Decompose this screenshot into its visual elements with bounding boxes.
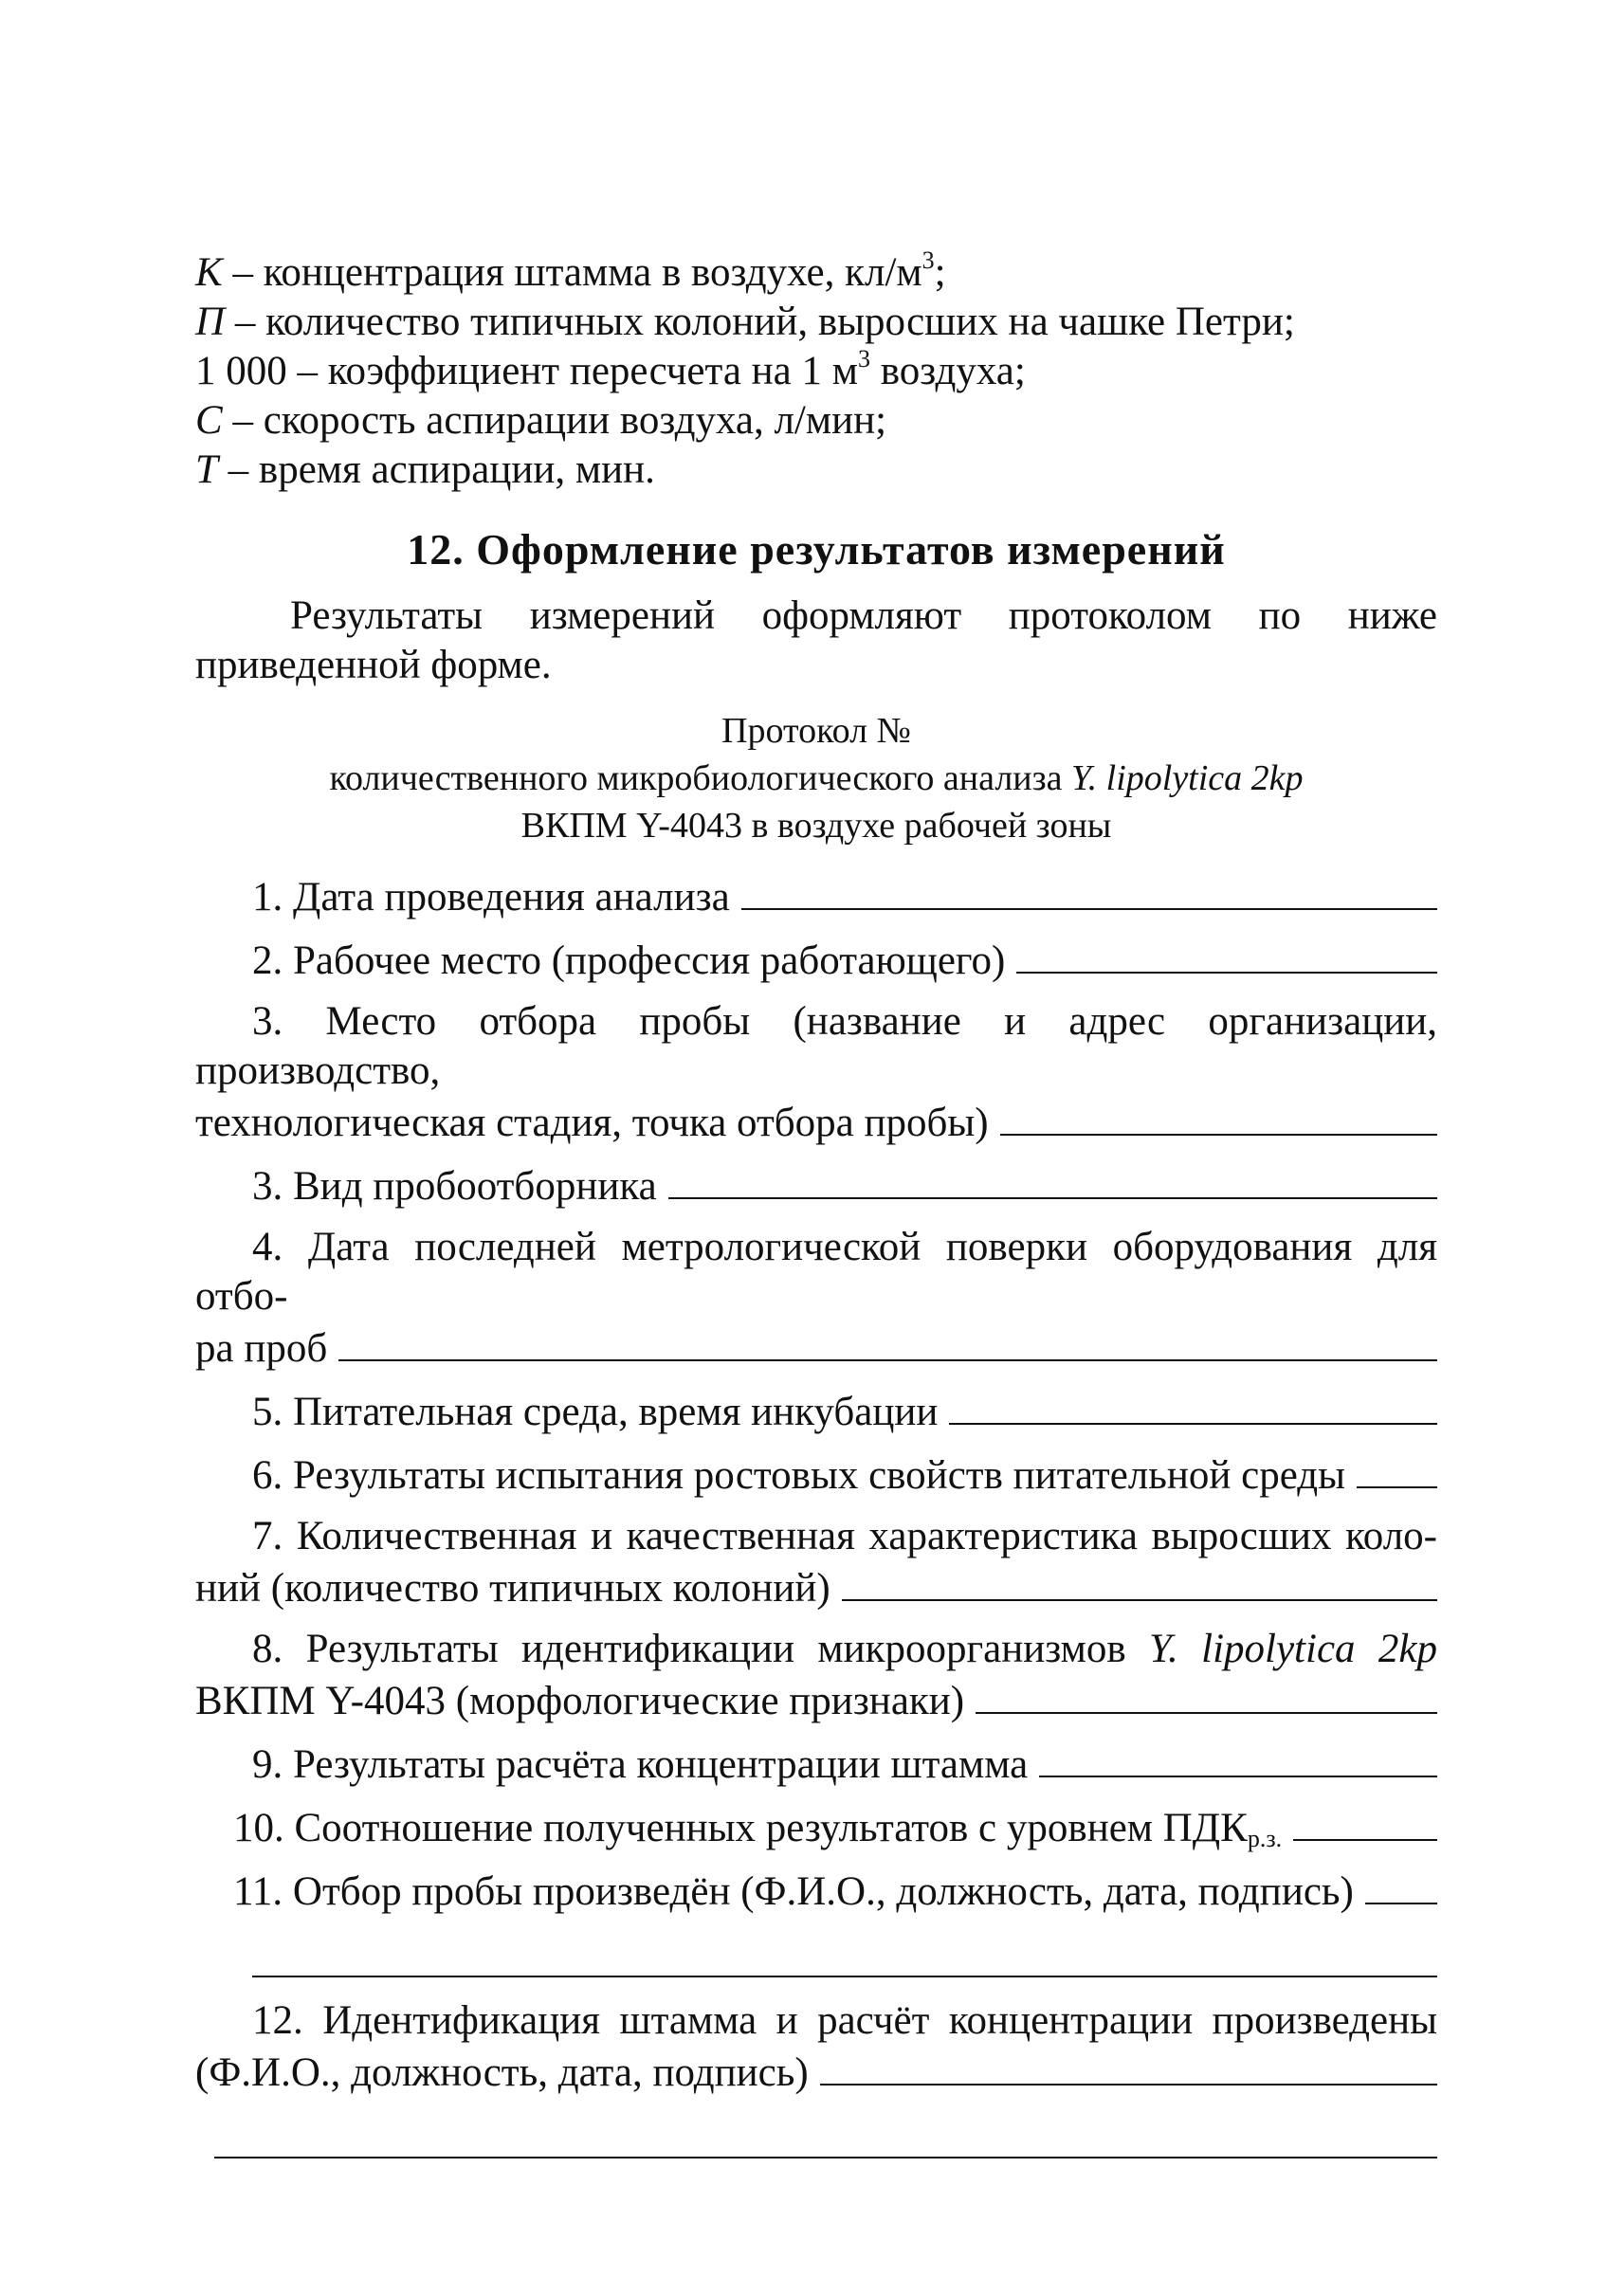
legend-c: С – скорость аспирации воздуха, л/мин; <box>195 398 887 443</box>
section-title: 12. Оформление результатов измерений <box>407 525 1226 574</box>
form-item-2: 2. Рабочее место (профессия работающего) <box>195 934 1437 986</box>
legend-p: П – количество типичных колоний, выросших на чашке Петри; <box>195 300 1295 344</box>
fill-line-identified-by[interactable] <box>820 2046 1437 2086</box>
form-item-9: 9. Результаты расчёта концентрации штамма <box>195 1738 1437 1790</box>
legend-k: K – концентрация штамма в воздухе, $кл/м^3$; <box>195 246 946 295</box>
fill-line-mac-ratio[interactable] <box>1293 1801 1437 1841</box>
form-item-6: 6. Результаты испытания ростовых свойств питательной среды <box>195 1448 1437 1501</box>
form-item-3: 3. Место отбора пробы (название и адрес организации, производство, технологическая стадия, точка отбора пробы) <box>195 999 1437 1145</box>
legend-1000: 1 000 – коэффициент пересчета на 1 $м^3$ воздуха; <box>195 345 1026 393</box>
formula-legend <box>195 248 1437 495</box>
fill-line-calibration[interactable] <box>338 1321 1437 1361</box>
fill-line-sampled-by-2[interactable] <box>252 1928 1437 1977</box>
protocol-form <box>195 870 1437 2158</box>
protocol-subtitle-2: ВКПМ Y-4043 в воздухе рабочей зоны <box>520 806 1112 846</box>
form-item-5: 5. Питательная среда, время инкубации <box>195 1385 1437 1437</box>
document-page <box>195 248 1437 2177</box>
fill-line-date[interactable] <box>741 870 1437 910</box>
fill-line-identification[interactable] <box>976 1674 1437 1714</box>
form-item-12: 12. Идентификация штамма и расчёт концентрации произведены (Ф.И.О., должность, дата, подпись) <box>195 1998 1437 2095</box>
fill-line-sampler[interactable] <box>668 1159 1437 1199</box>
fill-line-medium[interactable] <box>949 1385 1437 1425</box>
fill-line-sampled-by[interactable] <box>1365 1865 1437 1904</box>
form-item-8: 8. Результаты идентификации микроорганизмов Y. lipolytica 2kp ВКПМ Y-4043 (морфологические признаки) <box>195 1627 1437 1723</box>
form-item-7: 7. Количественная и качественная характеристика выросших коло- ний (количество типичных колоний) <box>195 1514 1437 1611</box>
fill-line-growth[interactable] <box>1357 1448 1437 1488</box>
protocol-number-label: Протокол № <box>721 711 911 751</box>
fill-line-concentration[interactable] <box>1039 1738 1437 1777</box>
form-item-1: 1. Дата проведения анализа <box>195 870 1437 922</box>
protocol-subtitle: количественного микробиологического анализа Y. lipolytica 2kp <box>329 758 1304 798</box>
fill-line-sampling-place[interactable] <box>1000 1096 1437 1136</box>
form-item-10: 10. Соотношение полученных результатов с уровнем $ПДК_{р.з.}$ <box>195 1801 1437 1853</box>
form-item-3-sampler: 3. Вид пробоотборника <box>195 1159 1437 1211</box>
legend-t: Т – время аспирации, мин. <box>195 447 655 492</box>
protocol-header <box>195 707 1437 849</box>
fill-line-identified-by-2[interactable] <box>214 2109 1437 2158</box>
fill-line-workplace[interactable] <box>1016 934 1437 974</box>
form-item-4: 4. Дата последней метрологической поверки оборудования для отбо- ра проб <box>195 1225 1437 1371</box>
form-item-11: 11. Отбор пробы произведён (Ф.И.О., должность, дата, подпись) <box>195 1865 1437 1917</box>
section-paragraph: Результаты измерений оформляют протоколом по ниже приведенной форме. <box>195 593 1437 687</box>
fill-line-colonies[interactable] <box>842 1561 1437 1601</box>
